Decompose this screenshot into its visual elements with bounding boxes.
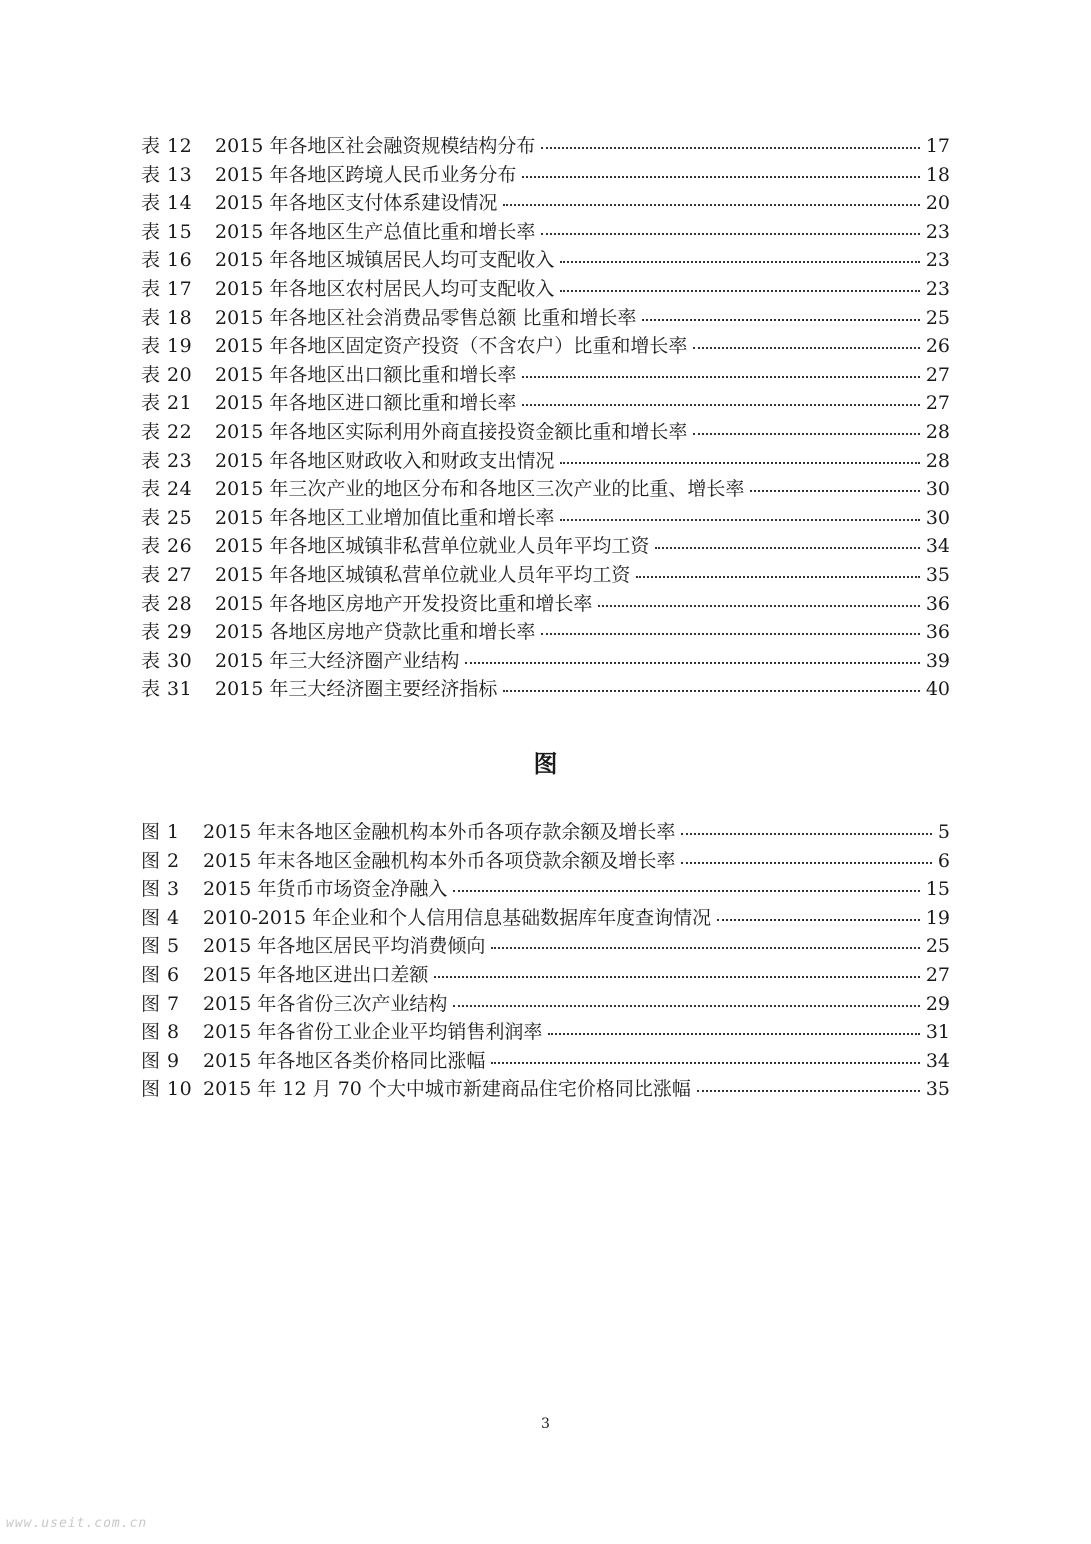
- table-toc-entry-label: 表 16: [141, 249, 193, 272]
- dot-leader: [681, 832, 932, 835]
- table-toc-entry[interactable]: [141, 618, 950, 647]
- dot-leader: [560, 461, 919, 464]
- figure-toc-entry-label: 图 4: [141, 906, 180, 929]
- table-toc-entry-page-number: 26: [925, 335, 950, 358]
- table-toc-entry[interactable]: [141, 418, 950, 447]
- figure-toc-entry-title: 2015 年各地区居民平均消费倾向: [203, 935, 486, 958]
- table-toc-entry[interactable]: [141, 361, 950, 390]
- watermark: www.useit.com.cn: [6, 1516, 148, 1531]
- figure-toc-entry-title: 2010-2015 年企业和个人信用信息基础数据库年度查询情况: [203, 906, 712, 929]
- table-toc-entry[interactable]: [141, 161, 950, 190]
- figure-toc-entry-title: 2015 年各地区各类价格同比涨幅: [203, 1049, 486, 1072]
- table-toc-entry-title: 2015 年各地区城镇私营单位就业人员年平均工资: [215, 563, 631, 586]
- dot-leader: [598, 604, 919, 607]
- dot-leader: [491, 1061, 919, 1064]
- figure-toc-entry-label: 图 2: [141, 849, 180, 872]
- table-toc-entry-page-number: 36: [925, 621, 950, 644]
- table-toc-entry-title: 2015 年各地区社会消费品零售总额 比重和增长率: [215, 306, 637, 329]
- table-toc-entry-page-number: 20: [925, 192, 950, 215]
- figure-toc-entry-page-number: 15: [925, 878, 950, 901]
- table-toc-entry-title: 2015 年各地区城镇非私营单位就业人员年平均工资: [215, 535, 650, 558]
- dot-leader: [693, 432, 919, 435]
- table-toc-entry[interactable]: [141, 246, 950, 275]
- dot-leader: [503, 203, 919, 206]
- dot-leader: [655, 546, 919, 549]
- table-toc-entry-page-number: 30: [925, 478, 950, 501]
- table-toc-entry-label: 表 28: [141, 592, 193, 615]
- figure-toc-entry[interactable]: [141, 818, 950, 847]
- table-toc-entry-page-number: 25: [925, 306, 950, 329]
- table-toc-entry-label: 表 21: [141, 392, 193, 415]
- table-toc-entry-page-number: 27: [925, 363, 950, 386]
- table-toc-entry[interactable]: [141, 447, 950, 476]
- figure-toc-entry[interactable]: [141, 904, 950, 933]
- table-toc-entry[interactable]: [141, 132, 950, 161]
- table-toc-entry[interactable]: [141, 561, 950, 590]
- figure-toc-entry-page-number: 31: [925, 1021, 950, 1044]
- dot-leader: [541, 632, 919, 635]
- figure-toc-entry[interactable]: [141, 847, 950, 876]
- table-toc-entry-label: 表 27: [141, 563, 193, 586]
- figure-toc-entry-page-number: 19: [925, 906, 950, 929]
- table-toc-entry-page-number: 40: [925, 678, 950, 701]
- table-toc-entry-label: 表 31: [141, 678, 193, 701]
- figure-toc-entry-page-number: 27: [925, 963, 950, 986]
- dot-leader: [522, 375, 919, 378]
- table-toc-entry-page-number: 23: [925, 277, 950, 300]
- table-toc-entry-label: 表 18: [141, 306, 193, 329]
- table-toc-entry-label: 表 24: [141, 478, 193, 501]
- dot-leader: [717, 918, 920, 921]
- page-number: 3: [541, 1416, 550, 1432]
- table-toc-entry-title: 2015 年各地区农村居民人均可支配收入: [215, 277, 555, 300]
- table-toc-entry-page-number: 30: [925, 506, 950, 529]
- table-toc-entry-page-number: 39: [925, 649, 950, 672]
- table-toc-entry-title: 2015 年各地区出口额比重和增长率: [215, 363, 517, 386]
- table-toc-entry-title: 2015 年三次产业的地区分布和各地区三次产业的比重、增长率: [215, 478, 745, 501]
- table-toc-entry-page-number: 28: [925, 449, 950, 472]
- dot-leader: [453, 889, 919, 892]
- table-toc-entry[interactable]: [141, 647, 950, 676]
- table-toc-entry-page-number: 28: [925, 420, 950, 443]
- table-toc-entry-page-number: 17: [925, 135, 950, 157]
- dot-leader: [642, 318, 919, 321]
- table-toc-entry-title: 2015 年各地区实际利用外商直接投资金额比重和增长率: [215, 420, 688, 443]
- figure-toc-entry-label: 图 10: [141, 1078, 193, 1101]
- table-toc-entry-label: 表 14: [141, 192, 193, 215]
- dot-leader: [560, 518, 919, 521]
- table-toc-entry-title: 2015 年各地区财政收入和财政支出情况: [215, 449, 555, 472]
- table-toc-entry-title: 2015 年各地区社会融资规模结构分布: [215, 135, 536, 157]
- table-toc-entry-page-number: 23: [925, 220, 950, 243]
- table-toc-entry-title: 2015 年三大经济圈主要经济指标: [215, 678, 498, 701]
- dot-leader: [636, 575, 919, 578]
- table-toc-entry-title: 2015 年三大经济圈产业结构: [215, 649, 460, 672]
- dot-leader: [522, 175, 919, 178]
- table-toc-entry[interactable]: [141, 304, 950, 333]
- table-toc-entry[interactable]: [141, 332, 950, 361]
- table-toc-entry[interactable]: [141, 189, 950, 218]
- dot-leader: [697, 1089, 920, 1092]
- table-toc-entry-label: 表 22: [141, 420, 193, 443]
- figure-toc-entry-label: 图 1: [141, 821, 180, 843]
- table-toc-entry[interactable]: [141, 590, 950, 619]
- table-toc-entry[interactable]: [141, 504, 950, 533]
- table-toc-entry-label: 表 20: [141, 363, 193, 386]
- figure-toc-entry-label: 图 9: [141, 1049, 180, 1072]
- figure-toc-entry[interactable]: [141, 990, 950, 1019]
- dot-leader: [453, 1004, 919, 1007]
- figure-toc-entry-title: 2015 年末各地区金融机构本外币各项贷款余额及增长率: [203, 849, 676, 872]
- figure-toc-entry[interactable]: [141, 1047, 950, 1076]
- figure-toc-entry[interactable]: [141, 875, 950, 904]
- table-toc-entry-page-number: 23: [925, 249, 950, 272]
- dot-leader: [693, 346, 919, 349]
- dot-leader: [465, 661, 919, 664]
- figure-toc-entry-label: 图 8: [141, 1021, 180, 1044]
- figures-toc-list: [141, 818, 950, 1104]
- table-toc-entry-title: 2015 年各地区进口额比重和增长率: [215, 392, 517, 415]
- table-toc-entry-title: 2015 年各地区城镇居民人均可支配收入: [215, 249, 555, 272]
- table-toc-entry-label: 表 30: [141, 649, 193, 672]
- table-toc-entry-label: 表 19: [141, 335, 193, 358]
- dot-leader: [548, 1032, 919, 1035]
- table-toc-entry-label: 表 13: [141, 163, 193, 186]
- figure-toc-entry-label: 图 5: [141, 935, 180, 958]
- dot-leader: [522, 403, 919, 406]
- table-toc-entry-label: 表 25: [141, 506, 193, 529]
- table-toc-entry-title: 2015 年各地区工业增加值比重和增长率: [215, 506, 555, 529]
- table-toc-entry[interactable]: [141, 675, 950, 704]
- table-toc-entry-label: 表 17: [141, 277, 193, 300]
- figure-toc-entry-label: 图 6: [141, 963, 180, 986]
- figure-toc-entry-page-number: 25: [925, 935, 950, 958]
- dot-leader: [434, 975, 919, 978]
- figure-toc-entry-label: 图 3: [141, 878, 180, 901]
- figure-toc-entry[interactable]: [141, 1075, 950, 1104]
- figure-toc-entry-page-number: 35: [925, 1078, 950, 1101]
- table-toc-entry[interactable]: [141, 475, 950, 504]
- table-toc-entry-title: 2015 年各地区生产总值比重和增长率: [215, 220, 536, 243]
- dot-leader: [503, 689, 919, 692]
- dot-leader: [681, 861, 932, 864]
- dot-leader: [560, 260, 919, 263]
- dot-leader: [541, 232, 919, 235]
- table-toc-entry-title: 2015 年各地区支付体系建设情况: [215, 192, 498, 215]
- table-toc-entry-label: 表 15: [141, 220, 193, 243]
- figure-toc-entry-title: 2015 年各地区进出口差额: [203, 963, 429, 986]
- table-toc-entry[interactable]: [141, 532, 950, 561]
- table-toc-entry-label: 表 26: [141, 535, 193, 558]
- figure-toc-entry-page-number: 29: [925, 992, 950, 1015]
- figure-toc-entry-title: 2015 年各省份工业企业平均销售利润率: [203, 1021, 543, 1044]
- figures-section-heading: 图: [533, 749, 558, 778]
- dot-leader: [491, 946, 919, 949]
- table-toc-entry-label: 表 23: [141, 449, 193, 472]
- figure-toc-entry-title: 2015 年 12 月 70 个大中城市新建商品住宅价格同比涨幅: [203, 1078, 691, 1101]
- figure-toc-entry[interactable]: [141, 961, 950, 990]
- table-toc-entry-label: 表 29: [141, 621, 193, 644]
- dot-leader: [750, 489, 919, 492]
- table-toc-entry-page-number: 34: [925, 535, 950, 558]
- table-toc-entry[interactable]: [141, 275, 950, 304]
- table-toc-entry-page-number: 35: [925, 563, 950, 586]
- table-toc-entry-title: 2015 年各地区固定资产投资（不含农户）比重和增长率: [215, 335, 688, 358]
- dot-leader: [541, 146, 919, 149]
- figure-toc-entry-title: 2015 年各省份三次产业结构: [203, 992, 448, 1015]
- table-toc-entry-title: 2015 年各地区跨境人民币业务分布: [215, 163, 517, 186]
- dot-leader: [560, 289, 919, 292]
- figure-toc-entry-title: 2015 年货币市场资金净融入: [203, 878, 448, 901]
- figure-toc-entry-label: 图 7: [141, 992, 180, 1015]
- figure-toc-entry-page-number: 6: [937, 849, 950, 872]
- table-toc-entry-title: 2015 各地区房地产贷款比重和增长率: [215, 621, 536, 644]
- table-toc-entry-page-number: 27: [925, 392, 950, 415]
- table-toc-entry-page-number: 18: [925, 163, 950, 186]
- figure-toc-entry[interactable]: [141, 932, 950, 961]
- figure-toc-entry-page-number: 5: [937, 821, 950, 843]
- figure-toc-entry[interactable]: [141, 1018, 950, 1047]
- tables-toc-list: [141, 132, 950, 704]
- table-toc-entry[interactable]: [141, 389, 950, 418]
- table-toc-entry-title: 2015 年各地区房地产开发投资比重和增长率: [215, 592, 593, 615]
- figure-toc-entry-title: 2015 年末各地区金融机构本外币各项存款余额及增长率: [203, 821, 676, 843]
- figure-toc-entry-page-number: 34: [925, 1049, 950, 1072]
- table-toc-entry[interactable]: [141, 218, 950, 247]
- table-toc-entry-page-number: 36: [925, 592, 950, 615]
- table-toc-entry-label: 表 12: [141, 135, 193, 157]
